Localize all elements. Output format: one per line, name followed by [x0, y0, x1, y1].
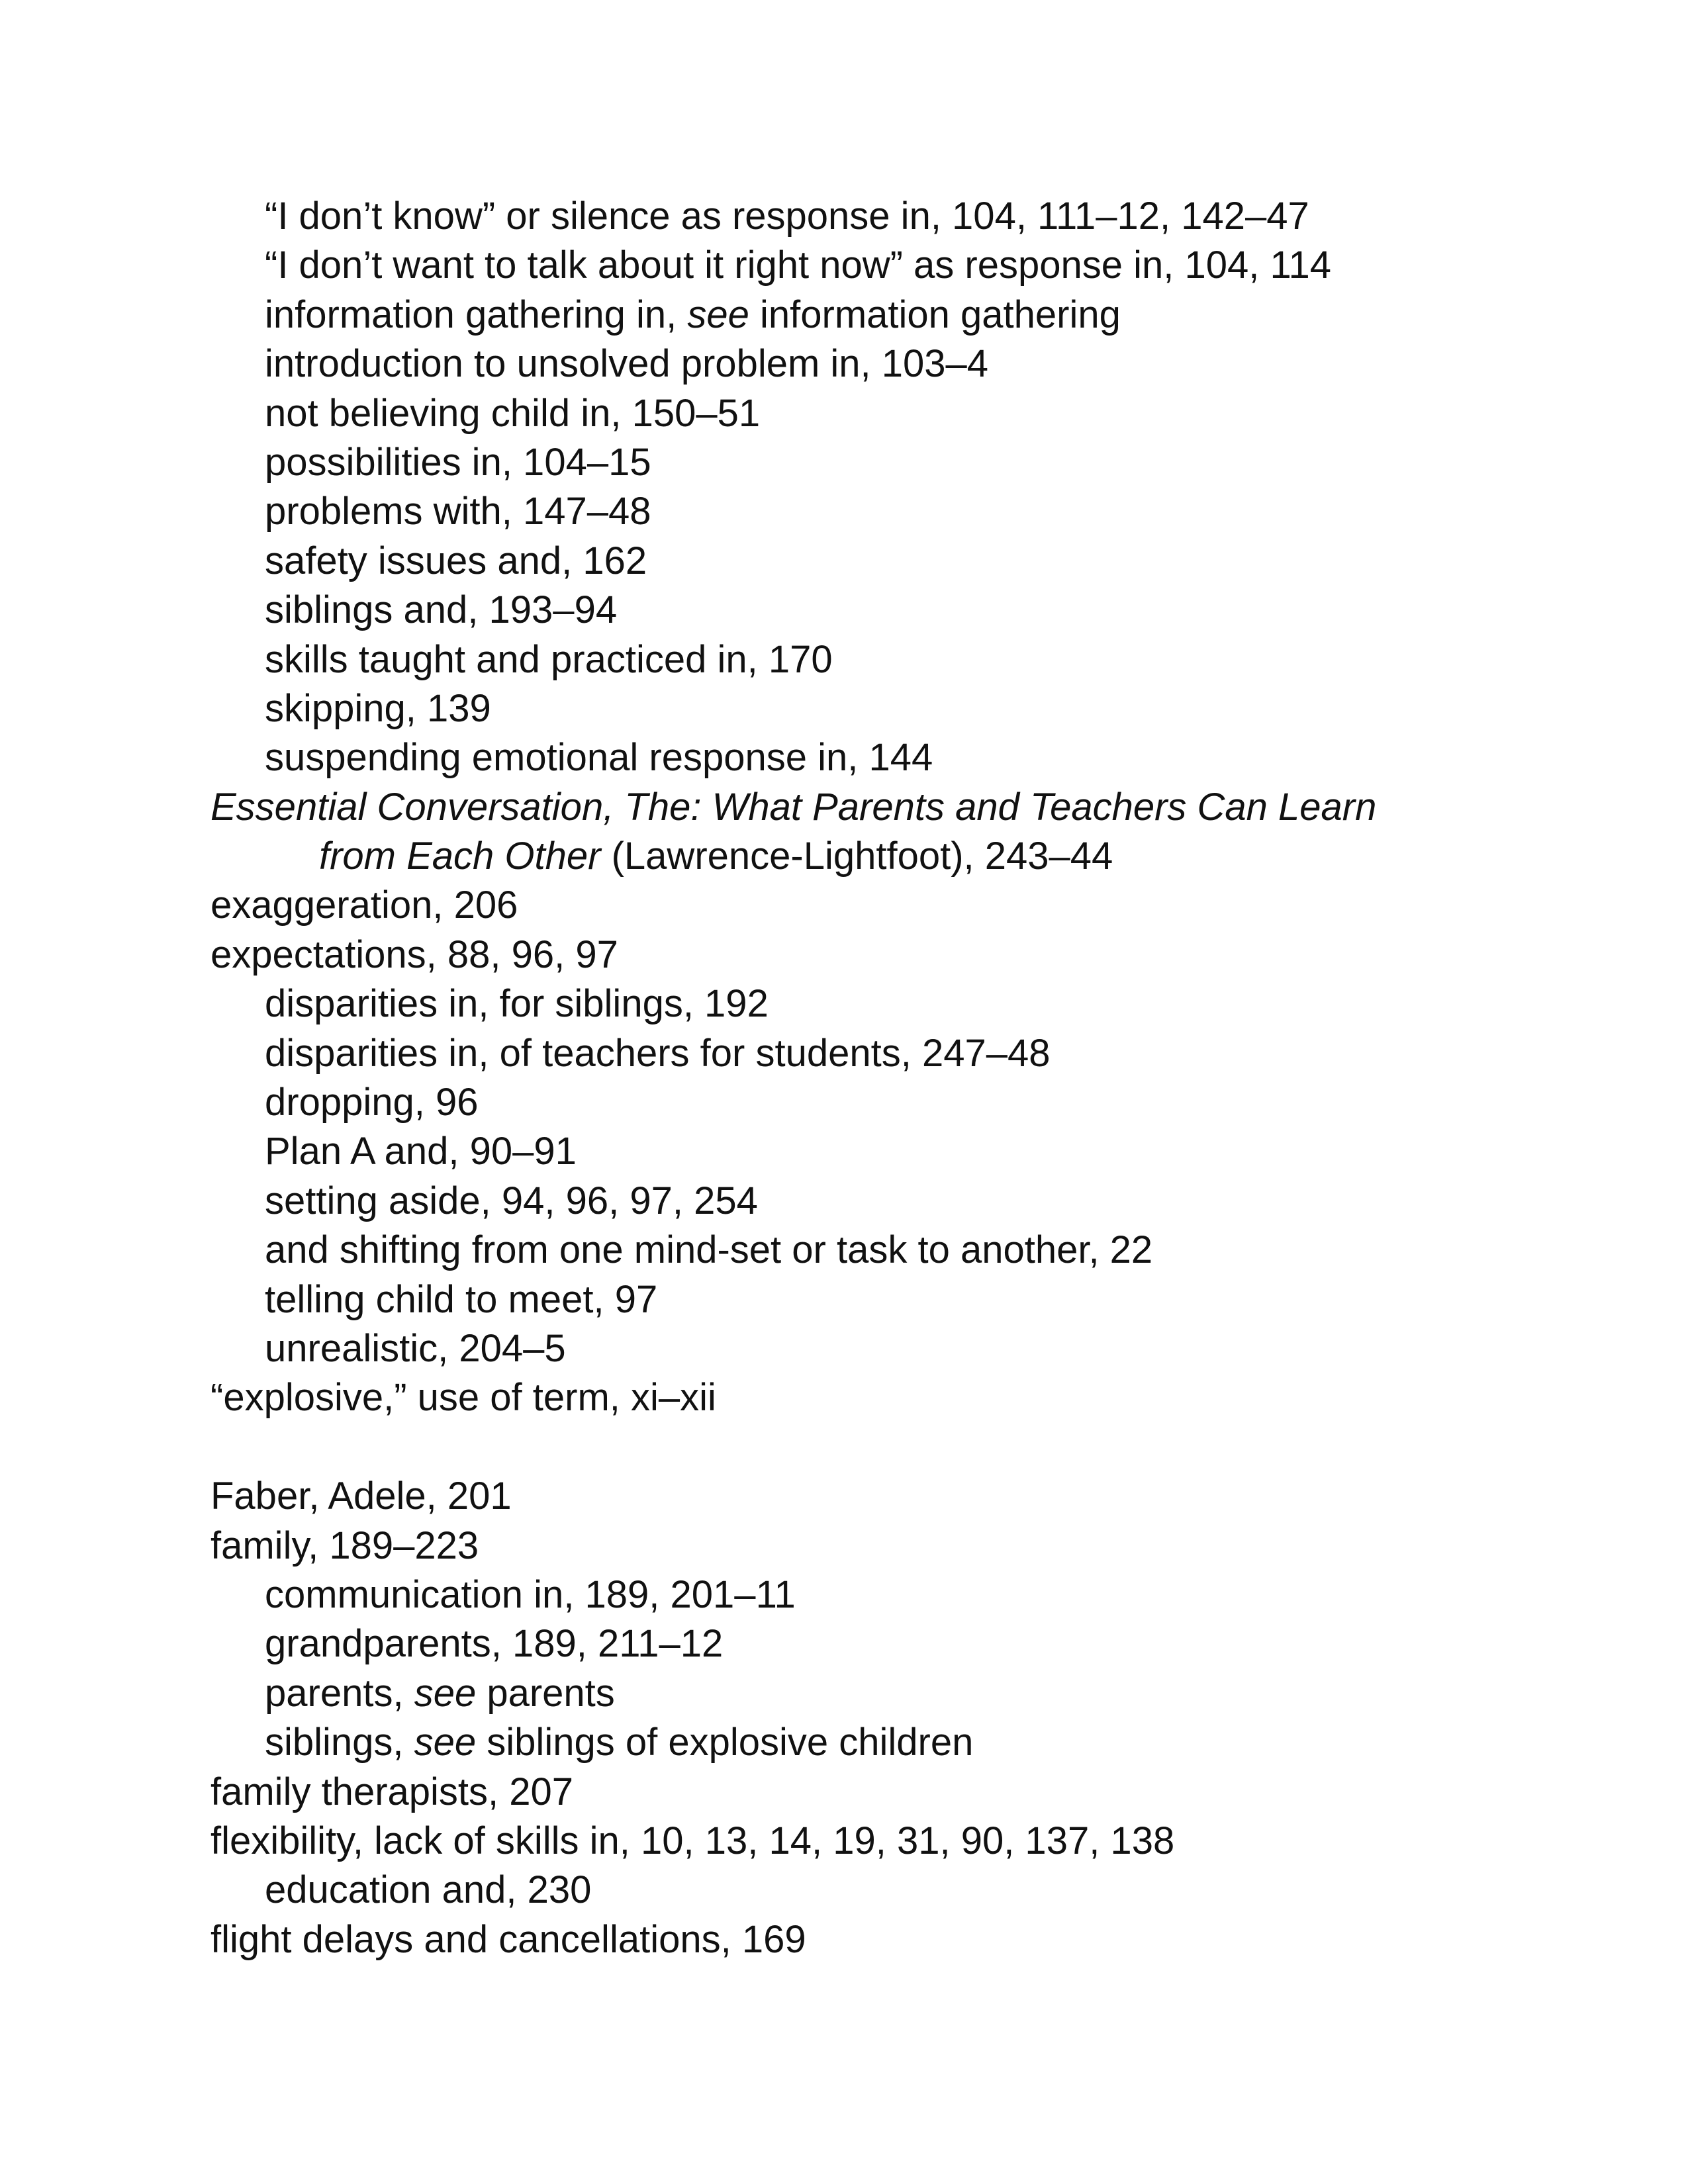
index-entry [211, 1915, 1534, 1964]
entry-text: not believing child in, 150–51 [265, 391, 761, 435]
index-spacer [211, 1423, 1534, 1472]
entry-text: flight delays and cancellations, 169 [211, 1917, 806, 1961]
index-subentry [211, 340, 1534, 388]
index-subentry [211, 1177, 1534, 1226]
index-entry-continuation [211, 832, 1534, 881]
entry-text: siblings and, 193–94 [265, 588, 618, 632]
index-subentry [211, 487, 1534, 536]
index-subentry [211, 1619, 1534, 1668]
italic-text: see [687, 293, 749, 336]
index-subentry [211, 1570, 1534, 1619]
index-subentry [211, 438, 1534, 487]
entry-text: “I don’t want to talk about it right now” as response in, 104, 114 [265, 244, 1331, 287]
entry-text: disparities in, of teachers for students, 247–48 [265, 1031, 1051, 1075]
entry-text: family therapists, 207 [211, 1770, 574, 1813]
index-subentry [211, 241, 1534, 290]
index-entry [211, 1768, 1534, 1817]
index-subentry [211, 979, 1534, 1028]
index-subentry [211, 291, 1534, 340]
entry-text: skipping, 139 [265, 686, 491, 730]
entry-text: unrealistic, 204–5 [265, 1326, 566, 1370]
index-subentry [211, 537, 1534, 586]
entry-text: Faber, Adele, 201 [211, 1475, 512, 1518]
entry-text: siblings, [265, 1721, 414, 1764]
entry-text: safety issues and, 162 [265, 539, 647, 582]
entry-text: family, 189–223 [211, 1524, 479, 1567]
entry-text: parents, [265, 1671, 414, 1715]
index-subentry [211, 1669, 1534, 1718]
entry-text: Plan A and, 90–91 [265, 1130, 577, 1173]
index-subentry [211, 635, 1534, 684]
entry-text: setting aside, 94, 96, 97, 254 [265, 1179, 758, 1222]
entry-text: dropping, 96 [265, 1081, 479, 1124]
italic-text: Essential Conversation, The: What Parents and Teachers Can Learn [211, 785, 1377, 829]
entry-text: exaggeration, 206 [211, 884, 518, 927]
index-entry [211, 931, 1534, 979]
index-subentry [211, 1127, 1534, 1176]
entry-text: communication in, 189, 201–11 [265, 1572, 796, 1616]
index-subentry [211, 1866, 1534, 1915]
index-entry [211, 1522, 1534, 1570]
italic-text: see [414, 1721, 477, 1764]
entry-text: and shifting from one mind-set or task to another, 22 [265, 1228, 1153, 1272]
entry-text: information gathering in, [265, 293, 688, 336]
entry-text: education and, 230 [265, 1868, 592, 1912]
index-subentry [211, 1226, 1534, 1275]
entry-text: parents [476, 1671, 615, 1715]
entry-text: suspending emotional response in, 144 [265, 736, 933, 780]
entry-text: “I don’t know” or silence as response in, 104, 111–12, 142–47 [265, 195, 1309, 238]
italic-text: see [414, 1671, 477, 1715]
entry-text: flexibility, lack of skills in, 10, 13, 14, 19, 31, 90, 137, 138 [211, 1819, 1175, 1862]
index-subentry [211, 192, 1534, 241]
index-entry [211, 783, 1534, 832]
entry-text: “explosive,” use of term, xi–xii [211, 1376, 716, 1420]
entry-text: skills taught and practiced in, 170 [265, 637, 833, 681]
entry-text: possibilities in, 104–15 [265, 440, 651, 484]
entry-text: telling child to meet, 97 [265, 1277, 658, 1321]
entry-text: (Lawrence-Lightfoot), 243–44 [600, 835, 1113, 878]
index-entry [211, 1373, 1534, 1422]
index-subentry [211, 389, 1534, 438]
index-entry [211, 1817, 1534, 1866]
entry-text: disparities in, for siblings, 192 [265, 982, 769, 1026]
italic-text: from Each Other [319, 835, 601, 878]
index-subentry [211, 586, 1534, 635]
index-subentry [211, 1324, 1534, 1373]
index-subentry [211, 1078, 1534, 1127]
index-subentry [211, 733, 1534, 782]
index-subentry [211, 1275, 1534, 1324]
entry-text: siblings of explosive children [476, 1721, 974, 1764]
entry-text: grandparents, 189, 211–12 [265, 1622, 724, 1666]
index-subentry [211, 684, 1534, 733]
index-entry [211, 1472, 1534, 1521]
index-entry [211, 881, 1534, 930]
index-subentry [211, 1029, 1534, 1078]
index-subentry [211, 1718, 1534, 1767]
entry-text: introduction to unsolved problem in, 103–4 [265, 342, 989, 386]
entry-text: expectations, 88, 96, 97 [211, 933, 618, 976]
index-page [211, 192, 1534, 1964]
entry-text: information gathering [749, 293, 1121, 336]
entry-text: problems with, 147–48 [265, 490, 651, 533]
